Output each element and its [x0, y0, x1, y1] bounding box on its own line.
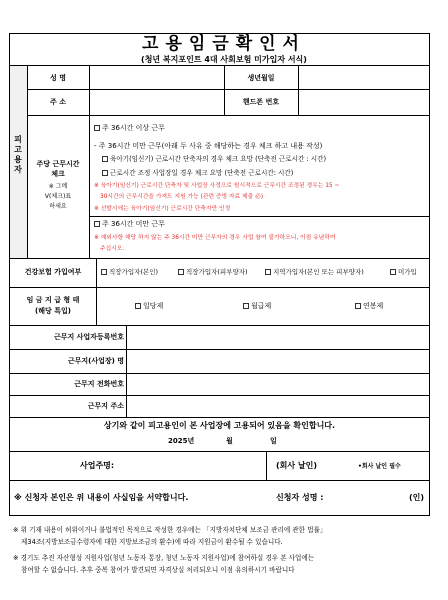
checkbox[interactable] — [94, 125, 100, 131]
name-field[interactable] — [92, 68, 222, 87]
wage-label-2: (해당 특입) — [35, 307, 71, 315]
confirm-month: 월 — [226, 437, 233, 445]
insurance-label: 건강보험 가입여부 — [24, 268, 82, 276]
birth-label: 생년월일 — [247, 74, 275, 82]
checkbox[interactable] — [355, 303, 361, 309]
address-label: 주 소 — [50, 98, 66, 106]
wage-option-annual[interactable]: 연봉제 — [355, 302, 383, 311]
insurance-option-regional[interactable]: 지역가입자(본인 또는 피부양자) — [265, 268, 364, 277]
workplace-reg-field[interactable] — [129, 328, 427, 347]
work-hours-hint-1: ※ 그메 — [48, 183, 68, 190]
applicant-sign-field[interactable] — [340, 487, 404, 507]
workplace-name-label: 근무지(사업장) 명 — [67, 357, 124, 365]
wage-label: 임 금 지 급 형 태 — [26, 296, 80, 304]
work-hours-label-2: 체크 — [51, 170, 65, 178]
option-36-under-header: - 주 36시간 미만 근무(아래 두 사유 중 해당하는 경우 체크 하고 내용 작성) — [94, 142, 323, 150]
name-label: 성 명 — [50, 74, 66, 82]
oath-statement: ※ 신청자 본인은 위 내용이 사실임을 서약합니다. — [14, 493, 189, 502]
insurance-option-dependent[interactable]: 직장가입자(피부양자) — [178, 268, 248, 277]
insurance-option-employee[interactable]: 직장가입자(본인) — [101, 268, 158, 277]
work-hours-note-5: 주십시오. — [100, 246, 125, 252]
option-36-over[interactable]: 주 36시간 이상 근무 — [94, 124, 165, 133]
confirm-year: 2025년 — [168, 437, 195, 445]
checkbox[interactable] — [243, 303, 249, 309]
option-36-under[interactable]: 주 36시간 미만 근무 — [94, 220, 165, 229]
doc-title: 고용임금확인서 — [142, 34, 306, 54]
workplace-phone-field[interactable] — [129, 375, 427, 393]
phone-label: 핸드폰 번호 — [242, 98, 280, 106]
confirm-statement: 상기와 같이 피고용인이 본 사업장에 고용되어 있음을 확인합니다. — [103, 421, 336, 430]
workplace-phone-label: 근무지 전화번호 — [74, 380, 124, 388]
checkbox[interactable] — [102, 156, 108, 162]
checkbox[interactable] — [265, 269, 271, 275]
phone-field[interactable] — [301, 92, 427, 112]
seal-label: (회사 날인) — [276, 461, 318, 470]
birth-field[interactable] — [301, 68, 427, 87]
confirm-day: 일 — [270, 437, 277, 445]
wage-option-monthly[interactable]: 월급제 — [243, 302, 271, 311]
employer-name-field[interactable] — [124, 455, 262, 477]
workplace-name-field[interactable] — [129, 352, 427, 371]
workplace-address-label: 근무지 주소 — [87, 402, 124, 410]
workplace-address-field[interactable] — [129, 397, 427, 415]
employer-name-label: 사업주명: — [80, 461, 115, 470]
confirm-month-field[interactable] — [198, 435, 224, 446]
work-hours-note-3: ※ 선발시에는 육아기(임신기) 근로시간 단축자만 인정 — [94, 206, 231, 212]
checkbox[interactable] — [101, 269, 107, 275]
checkbox[interactable] — [102, 170, 108, 176]
checkbox[interactable] — [178, 269, 184, 275]
seal-note: •회사 날인 필수 — [358, 463, 401, 470]
applicant-sign-label: 신청자 성명 : — [276, 493, 324, 502]
footer-note-1: ※ 위 기재 내용이 허위이거나 불법적인 목적으로 작성한 경우에는 「지방자치단체 보조금 관리에 관한 법률」 제34조(지방보조금수령자에 대한 지방보조금의 환수)에 따라 지원금이 환수될 수 있습니다. — [13, 526, 327, 546]
work-hours-note-2: 30시간의 근무시간을 가져도 지원 가능 (관련 증빙 자료 제출 必) — [100, 194, 264, 200]
doc-subtitle: (청년 복지포인트 4대 사회보험 미가입자 서식) — [141, 55, 307, 64]
work-hours-note-1: ※ 육아기(임신기) 근로시간 단축자 및 사업장 사정으로 원시적으로 근무시간 조정된 경우는 15 ~ — [94, 183, 340, 189]
applicant-section-label: 피고용자 — [14, 135, 22, 174]
work-hours-note-4: ※ 예외사항 해당 하지 않는 주 36시간 미만 근무자의 경우 사업 참여 불가하오니, 이점 유념하여 — [94, 235, 336, 241]
work-hours-hint-3: 하세요 — [49, 203, 67, 210]
footer-note-2: ※ 경기도 추진 자산형성 지원사업(청년 노동자 통장, 청년 노동자 지원사업)에 참여하실 경우 본 사업에는 참여할 수 없습니다. 추후 중복 참여가 발견되면 자격상실 처리되오니 이점 유의하시기 바랍니다 — [13, 554, 315, 574]
option-employer-adjust[interactable]: 근로시간 조정 사업장일 경우 체크 요망 (단축전 근로시간: 시간) — [102, 169, 293, 178]
workplace-reg-label: 근무지 사업자등록번호 — [53, 333, 124, 341]
work-hours-hint-2: V(체크)표 — [44, 193, 72, 200]
wage-option-daily[interactable]: 일당제 — [135, 302, 163, 311]
option-childcare[interactable]: 육아기(임신기) 근로시간 단축자의 경우 체크 요망 (단축전 근로시간 : 시간) — [102, 155, 326, 164]
applicant-seal-mark: (인) — [409, 493, 425, 502]
insurance-option-none[interactable]: 미가입 — [390, 268, 428, 277]
work-hours-label: 주당 근무시간 — [36, 160, 80, 168]
checkbox[interactable] — [94, 221, 100, 227]
address-field[interactable] — [92, 92, 222, 112]
checkbox[interactable] — [135, 303, 141, 309]
checkbox[interactable] — [390, 269, 396, 275]
confirm-day-field[interactable] — [238, 435, 268, 446]
